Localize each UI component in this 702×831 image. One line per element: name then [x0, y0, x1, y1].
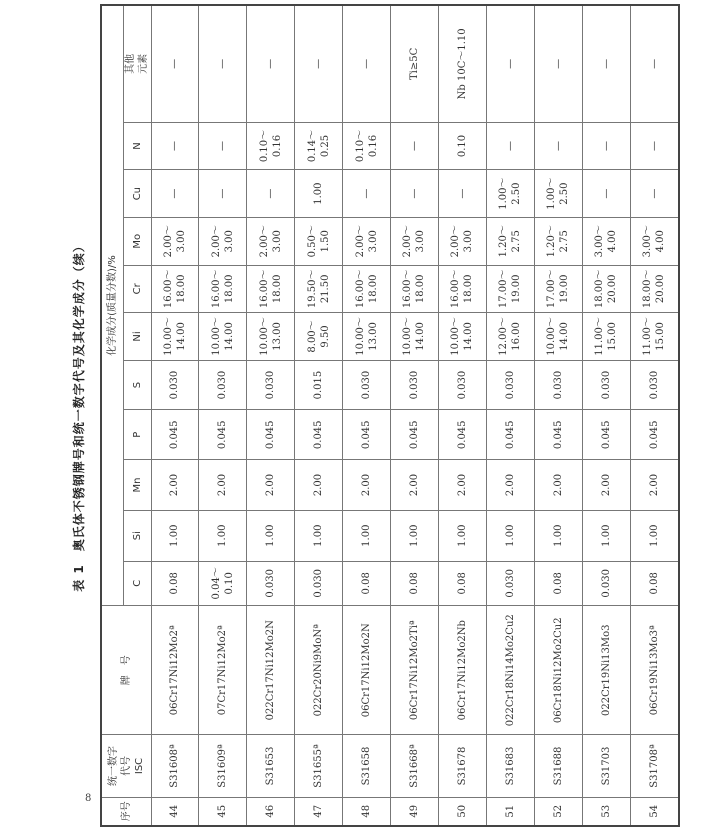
cell-S: 0.030: [486, 360, 534, 410]
cell-Mo-line: 1.50: [319, 230, 331, 253]
cell-Mn: 2.00: [199, 460, 247, 511]
cell-Cu: [295, 170, 343, 218]
cell-S: 0.030: [247, 360, 295, 410]
cell-Cr: [630, 265, 679, 313]
cell-Cu-line: —: [648, 188, 660, 199]
cell-C-line: 0.030: [313, 568, 325, 598]
cell-Mo: [486, 217, 534, 265]
cell-Ni-line: 8.00～: [306, 320, 318, 353]
cell-Cr-line: 17.00～: [498, 269, 510, 309]
cell-Si: 1.00: [295, 510, 343, 561]
cell-Si: 1.00: [247, 510, 295, 561]
cell-Si: 1.00: [199, 510, 247, 561]
table-row: [295, 5, 343, 826]
cell-C-line: 0.030: [600, 568, 612, 598]
cell-Cr-line: 16.00～: [402, 269, 414, 309]
cell-N-line: —: [217, 141, 229, 152]
cell-grade: 06Cr17Ni12Mo2Nb: [438, 606, 486, 735]
cell-Cu: [391, 170, 439, 218]
cell-Mn: 2.00: [343, 460, 391, 511]
cell-Ni: [247, 313, 295, 361]
cell-Cu-line: 1.00: [313, 182, 325, 205]
cell-Si: 1.00: [343, 510, 391, 561]
header-code-line2: 代号: [120, 755, 132, 776]
cell-Ni: [534, 313, 582, 361]
cell-Mo-line: 2.00～: [402, 225, 414, 258]
cell-Cr-line: 19.00: [511, 274, 523, 304]
cell-Cu: [199, 170, 247, 218]
cell-Cu: [438, 170, 486, 218]
cell-Ni-line: 14.00: [223, 322, 235, 351]
cell-Ni-line: 12.00～: [498, 317, 510, 356]
cell-Mo: [630, 217, 679, 265]
cell-other: Nb 10C～1.10: [438, 5, 486, 122]
cell-no: 54: [630, 797, 679, 826]
cell-code: S31683: [486, 735, 534, 797]
cell-C: [534, 561, 582, 606]
cell-code: S31655ª: [295, 735, 343, 797]
cell-Si: 1.00: [438, 510, 486, 561]
cell-Mo: [438, 217, 486, 265]
header-code-line1: 统一数字: [107, 745, 119, 786]
header-element-Cu: Cu: [123, 170, 151, 218]
cell-Cr-line: 20.00: [607, 274, 619, 304]
cell-Mn: 2.00: [582, 460, 630, 511]
cell-Mn: 2.00: [295, 460, 343, 511]
cell-Cu: [486, 170, 534, 218]
header-seq: 序号: [101, 797, 151, 826]
cell-code: S31668ª: [391, 735, 439, 797]
cell-Mo: [199, 217, 247, 265]
cell-Ni-line: 15.00: [607, 322, 619, 351]
cell-Cu-line: —: [265, 188, 277, 199]
cell-Cr: [151, 265, 199, 313]
cell-N-line: —: [169, 141, 181, 152]
cell-Mo-line: 2.00～: [162, 225, 174, 258]
cell-N: [391, 122, 439, 170]
cell-Ni: [295, 313, 343, 361]
cell-Ni-line: 10.00～: [450, 317, 462, 356]
cell-Ni-line: 10.00～: [402, 317, 414, 356]
cell-C: [486, 561, 534, 606]
cell-Cr: [247, 265, 295, 313]
cell-Si: 1.00: [151, 510, 199, 561]
cell-code: S31678: [438, 735, 486, 797]
cell-Cr-line: 19.50～: [306, 269, 318, 309]
cell-Cu-line: —: [169, 188, 181, 199]
cell-Ni: [438, 313, 486, 361]
table-row: [534, 5, 582, 826]
cell-Cu-line: 1.00～: [546, 177, 558, 210]
cell-N: [295, 122, 343, 170]
cell-Mo-line: 4.00: [607, 230, 619, 253]
cell-N: [582, 122, 630, 170]
cell-P: 0.045: [199, 410, 247, 460]
cell-Mo: [343, 217, 391, 265]
header-element-S: S: [123, 360, 151, 410]
cell-P: 0.045: [247, 410, 295, 460]
cell-other: —: [295, 5, 343, 122]
cell-grade: 07Cr17Ni12Mo2ª: [199, 606, 247, 735]
cell-Mn: 2.00: [630, 460, 679, 511]
table-row: [151, 5, 199, 826]
cell-C: [630, 561, 679, 606]
cell-Mn: 2.00: [486, 460, 534, 511]
cell-Cr-line: 18.00: [415, 274, 427, 304]
cell-other: —: [247, 5, 295, 122]
cell-Ni: [486, 313, 534, 361]
cell-S: 0.030: [438, 360, 486, 410]
cell-Mo: [534, 217, 582, 265]
cell-P: 0.045: [151, 410, 199, 460]
cell-no: 52: [534, 797, 582, 826]
cell-code: S31609ª: [199, 735, 247, 797]
header-other-line1: 其他: [125, 53, 136, 74]
cell-Cr-line: 16.00～: [450, 269, 462, 309]
cell-N: [630, 122, 679, 170]
cell-Cr-line: 20.00: [655, 274, 667, 304]
cell-Cr-line: 18.00: [175, 274, 187, 304]
cell-N: [151, 122, 199, 170]
table-row: [630, 5, 679, 826]
page-number: 8: [85, 793, 92, 804]
cell-Cu-line: —: [408, 188, 420, 199]
header-grade: 牌 号: [101, 606, 151, 735]
cell-code: S31653: [247, 735, 295, 797]
cell-Ni: [199, 313, 247, 361]
cell-Ni-line: 16.00: [511, 322, 523, 351]
cell-Mo-line: 3.00～: [642, 225, 654, 258]
cell-S: 0.030: [343, 360, 391, 410]
cell-Ni-line: 10.00～: [162, 317, 174, 356]
cell-Mo-line: 1.20～: [498, 225, 510, 258]
header-other: [123, 5, 151, 122]
cell-Ni: [391, 313, 439, 361]
cell-Cr-line: 18.00～: [594, 269, 606, 309]
cell-Cu: [534, 170, 582, 218]
cell-no: 49: [391, 797, 439, 826]
cell-N-line: 0.16: [367, 134, 379, 158]
cell-Cr-line: 16.00～: [210, 269, 222, 309]
cell-S: 0.030: [151, 360, 199, 410]
cell-Ni-line: 14.00: [463, 322, 475, 351]
cell-S: 0.030: [534, 360, 582, 410]
cell-C-line: 0.08: [552, 572, 564, 595]
cell-Mo-line: 2.75: [511, 230, 523, 253]
cell-Cu: [151, 170, 199, 218]
cell-C-line: 0.08: [408, 572, 420, 595]
cell-Mo-line: 3.00: [223, 230, 235, 253]
header-element-Mo: Mo: [123, 217, 151, 265]
cell-Mo: [295, 217, 343, 265]
cell-Mn: 2.00: [438, 460, 486, 511]
cell-C-line: 0.08: [648, 572, 660, 595]
cell-no: 45: [199, 797, 247, 826]
cell-Mn: 2.00: [151, 460, 199, 511]
cell-P: 0.045: [438, 410, 486, 460]
cell-C: [438, 561, 486, 606]
cell-Cr-line: 18.00: [367, 274, 379, 304]
chemical-composition-table: [100, 4, 680, 827]
cell-Ni-line: 9.50: [319, 325, 331, 348]
cell-S: 0.030: [630, 360, 679, 410]
cell-Mo-line: 2.75: [559, 230, 571, 253]
cell-N: [486, 122, 534, 170]
cell-Mo-line: 3.00: [463, 230, 475, 253]
cell-Cr-line: 19.00: [559, 274, 571, 304]
cell-C-line: 0.08: [456, 572, 468, 595]
cell-C-line: 0.10: [223, 572, 235, 595]
cell-N-line: 0.25: [319, 134, 331, 158]
cell-no: 44: [151, 797, 199, 826]
cell-N-line: 0.14～: [306, 129, 318, 163]
cell-N: [199, 122, 247, 170]
table-row: [438, 5, 486, 826]
cell-N-line: 0.10～: [354, 129, 366, 163]
cell-Cu: [582, 170, 630, 218]
cell-other: —: [582, 5, 630, 122]
header-element-N: N: [123, 122, 151, 170]
header-code-line3: ISC: [133, 757, 145, 775]
cell-other: —: [486, 5, 534, 122]
cell-Cr-line: 18.00: [463, 274, 475, 304]
cell-Mo: [582, 217, 630, 265]
cell-Cu-line: —: [361, 188, 373, 199]
cell-Mo: [151, 217, 199, 265]
cell-N-line: —: [504, 141, 516, 152]
header-element-Si: Si: [123, 510, 151, 561]
cell-Ni: [630, 313, 679, 361]
cell-Ni-line: 10.00～: [354, 317, 366, 356]
cell-N-line: 0.16: [271, 134, 283, 158]
cell-Cr-line: 18.00: [271, 274, 283, 304]
cell-Cr-line: 18.00: [223, 274, 235, 304]
cell-Mo: [391, 217, 439, 265]
cell-S: 0.030: [199, 360, 247, 410]
cell-Ni: [582, 313, 630, 361]
cell-Cr-line: 16.00～: [162, 269, 174, 309]
cell-Cu: [630, 170, 679, 218]
cell-Ni-line: 14.00: [559, 322, 571, 351]
cell-C-line: 0.030: [504, 568, 516, 598]
cell-Cr: [438, 265, 486, 313]
cell-Cr: [534, 265, 582, 313]
cell-Mo-line: 0.50～: [306, 225, 318, 258]
cell-code: S31658: [343, 735, 391, 797]
cell-Ni-line: 15.00: [655, 322, 667, 351]
cell-N-line: 0.10: [456, 134, 468, 158]
cell-Ni-line: 11.00～: [642, 317, 654, 356]
cell-no: 47: [295, 797, 343, 826]
cell-Cu-line: 2.50: [559, 182, 571, 205]
cell-Cu-line: 1.00～: [498, 177, 510, 210]
cell-code: S31688: [534, 735, 582, 797]
cell-N: [343, 122, 391, 170]
cell-Cu-line: —: [217, 188, 229, 199]
cell-Mo-line: 2.00～: [450, 225, 462, 258]
cell-C-line: 0.030: [265, 568, 277, 598]
cell-C: [343, 561, 391, 606]
cell-Mo-line: 3.00: [367, 230, 379, 253]
cell-Ni-line: 10.00～: [258, 317, 270, 356]
table-row: [199, 5, 247, 826]
cell-Mn: 2.00: [247, 460, 295, 511]
cell-C-line: 0.08: [361, 572, 373, 595]
cell-Ni: [343, 313, 391, 361]
cell-C: [247, 561, 295, 606]
cell-S: 0.015: [295, 360, 343, 410]
cell-P: 0.045: [486, 410, 534, 460]
cell-Ni: [151, 313, 199, 361]
cell-other: —: [534, 5, 582, 122]
cell-Cr-line: 16.00～: [258, 269, 270, 309]
cell-no: 48: [343, 797, 391, 826]
header-element-Ni: Ni: [123, 313, 151, 361]
cell-other: —: [343, 5, 391, 122]
table-row: [343, 5, 391, 826]
cell-other: Ti≥5C: [391, 5, 439, 122]
cell-Mo-line: 2.00～: [258, 225, 270, 258]
cell-Cu: [247, 170, 295, 218]
cell-S: 0.030: [391, 360, 439, 410]
cell-Mo-line: 1.20～: [546, 225, 558, 258]
cell-N-line: —: [408, 141, 420, 152]
header-code: [101, 735, 151, 797]
cell-code: S31608ª: [151, 735, 199, 797]
cell-Si: 1.00: [630, 510, 679, 561]
cell-Ni-line: 10.00～: [546, 317, 558, 356]
table-row: [391, 5, 439, 826]
cell-N: [247, 122, 295, 170]
cell-P: 0.045: [582, 410, 630, 460]
header-element-C: C: [123, 561, 151, 606]
cell-N-line: —: [552, 141, 564, 152]
table-title: 表 1 奥氏体不锈钢牌号和统一数字代号及其化学成分（续）: [72, 239, 86, 592]
cell-S: 0.030: [582, 360, 630, 410]
header-chem-group: 化学成分(质量分数)/%: [101, 5, 123, 606]
header-element-P: P: [123, 410, 151, 460]
cell-C: [295, 561, 343, 606]
cell-Mn: 2.00: [391, 460, 439, 511]
cell-Cr-line: 17.00～: [546, 269, 558, 309]
cell-C-line: 0.08: [169, 572, 181, 595]
cell-no: 51: [486, 797, 534, 826]
cell-Cr: [486, 265, 534, 313]
cell-Cr-line: 21.50: [319, 274, 331, 304]
cell-Mo: [247, 217, 295, 265]
cell-Cu: [343, 170, 391, 218]
cell-C: [151, 561, 199, 606]
cell-N-line: —: [600, 141, 612, 152]
header-other-line2: 元素: [138, 53, 149, 74]
cell-P: 0.045: [534, 410, 582, 460]
header-element-Mn: Mn: [123, 460, 151, 511]
cell-grade: 022Cr17Ni12Mo2N: [247, 606, 295, 735]
cell-code: S31703: [582, 735, 630, 797]
cell-C-line: 0.04～: [210, 567, 222, 600]
cell-Ni-line: 10.00～: [210, 317, 222, 356]
cell-Ni-line: 14.00: [175, 322, 187, 351]
cell-Ni-line: 14.00: [415, 322, 427, 351]
cell-P: 0.045: [343, 410, 391, 460]
cell-C: [199, 561, 247, 606]
header-element-Cr: Cr: [123, 265, 151, 313]
cell-Ni-line: 13.00: [367, 322, 379, 351]
cell-no: 50: [438, 797, 486, 826]
cell-Cr: [343, 265, 391, 313]
cell-Cr: [295, 265, 343, 313]
cell-Ni-line: 11.00～: [594, 317, 606, 356]
cell-Mo-line: 4.00: [655, 230, 667, 253]
cell-Mo-line: 2.00～: [354, 225, 366, 258]
cell-Si: 1.00: [534, 510, 582, 561]
cell-code: S31708ª: [630, 735, 679, 797]
cell-Mo-line: 3.00: [175, 230, 187, 253]
cell-no: 46: [247, 797, 295, 826]
cell-no: 53: [582, 797, 630, 826]
cell-N-line: 0.10～: [258, 129, 270, 163]
cell-N: [438, 122, 486, 170]
cell-C: [582, 561, 630, 606]
cell-Cr-line: 18.00～: [642, 269, 654, 309]
cell-Cu-line: —: [600, 188, 612, 199]
cell-N: [534, 122, 582, 170]
cell-other: —: [630, 5, 679, 122]
cell-Mo-line: 2.00～: [210, 225, 222, 258]
cell-Cu-line: 2.50: [511, 182, 523, 205]
table-row: [582, 5, 630, 826]
cell-N-line: —: [648, 141, 660, 152]
cell-P: 0.045: [295, 410, 343, 460]
cell-Si: 1.00: [486, 510, 534, 561]
cell-Cr-line: 16.00～: [354, 269, 366, 309]
cell-grade: 022Cr20Ni9MoNª: [295, 606, 343, 735]
cell-grade: 06Cr17Ni12Mo2N: [343, 606, 391, 735]
cell-P: 0.045: [391, 410, 439, 460]
cell-Mo-line: 3.00～: [594, 225, 606, 258]
cell-C: [391, 561, 439, 606]
cell-grade: 06Cr19Ni13Mo3ª: [630, 606, 679, 735]
cell-Si: 1.00: [391, 510, 439, 561]
table-row: [247, 5, 295, 826]
cell-grade: 022Cr19Ni13Mo3: [582, 606, 630, 735]
cell-other: —: [199, 5, 247, 122]
cell-Cr: [582, 265, 630, 313]
cell-Mo-line: 3.00: [415, 230, 427, 253]
cell-grade: 06Cr17Ni12Mo2ª: [151, 606, 199, 735]
cell-Ni-line: 13.00: [271, 322, 283, 351]
cell-grade: 06Cr17Ni12Mo2Tiª: [391, 606, 439, 735]
cell-Si: 1.00: [582, 510, 630, 561]
cell-P: 0.045: [630, 410, 679, 460]
cell-grade: 022Cr18Ni14Mo2Cu2: [486, 606, 534, 735]
cell-grade: 06Cr18Ni12Mo2Cu2: [534, 606, 582, 735]
cell-Cr: [199, 265, 247, 313]
cell-Mn: 2.00: [534, 460, 582, 511]
cell-Cr: [391, 265, 439, 313]
cell-Cu-line: —: [456, 188, 468, 199]
cell-Mo-line: 3.00: [271, 230, 283, 253]
cell-other: —: [151, 5, 199, 122]
table-row: [486, 5, 534, 826]
